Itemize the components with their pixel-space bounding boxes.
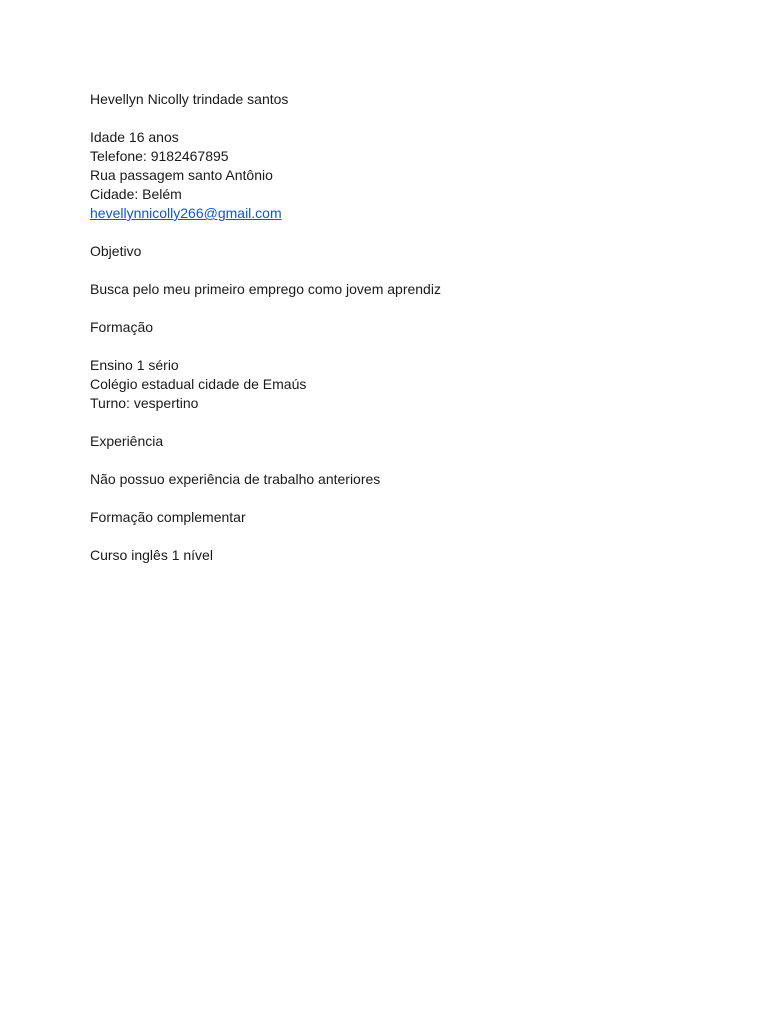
complementary-heading: Formação complementar <box>90 509 246 525</box>
email-link[interactable]: hevellynnicolly266@gmail.com <box>90 205 282 221</box>
phone-line: Telefone: 9182467895 <box>90 148 229 164</box>
spacer <box>90 261 690 280</box>
spacer <box>90 489 690 508</box>
spacer <box>90 527 690 546</box>
resume-body <box>90 90 690 565</box>
education-line: Turno: vespertino <box>90 395 199 411</box>
city-line: Cidade: Belém <box>90 186 182 202</box>
spacer <box>90 223 690 242</box>
resume-name: Hevellyn Nicolly trindade santos <box>90 91 289 107</box>
objective-heading: Objetivo <box>90 243 142 259</box>
address-line: Rua passagem santo Antônio <box>90 167 273 183</box>
spacer <box>90 337 690 356</box>
spacer <box>90 451 690 470</box>
email-line <box>90 204 690 223</box>
spacer <box>90 299 690 318</box>
education-heading: Formação <box>90 319 154 335</box>
education-line: Ensino 1 sério <box>90 357 179 373</box>
age-line: Idade 16 anos <box>90 129 179 145</box>
spacer <box>90 413 690 432</box>
experience-heading: Experiência <box>90 433 164 449</box>
objective-text: Busca pelo meu primeiro emprego como jovem aprendiz <box>90 281 441 297</box>
spacer <box>90 109 690 128</box>
experience-text: Não possuo experiência de trabalho anteriores <box>90 471 381 487</box>
education-line: Colégio estadual cidade de Emaús <box>90 376 307 392</box>
complementary-text: Curso inglês 1 nível <box>90 547 213 563</box>
